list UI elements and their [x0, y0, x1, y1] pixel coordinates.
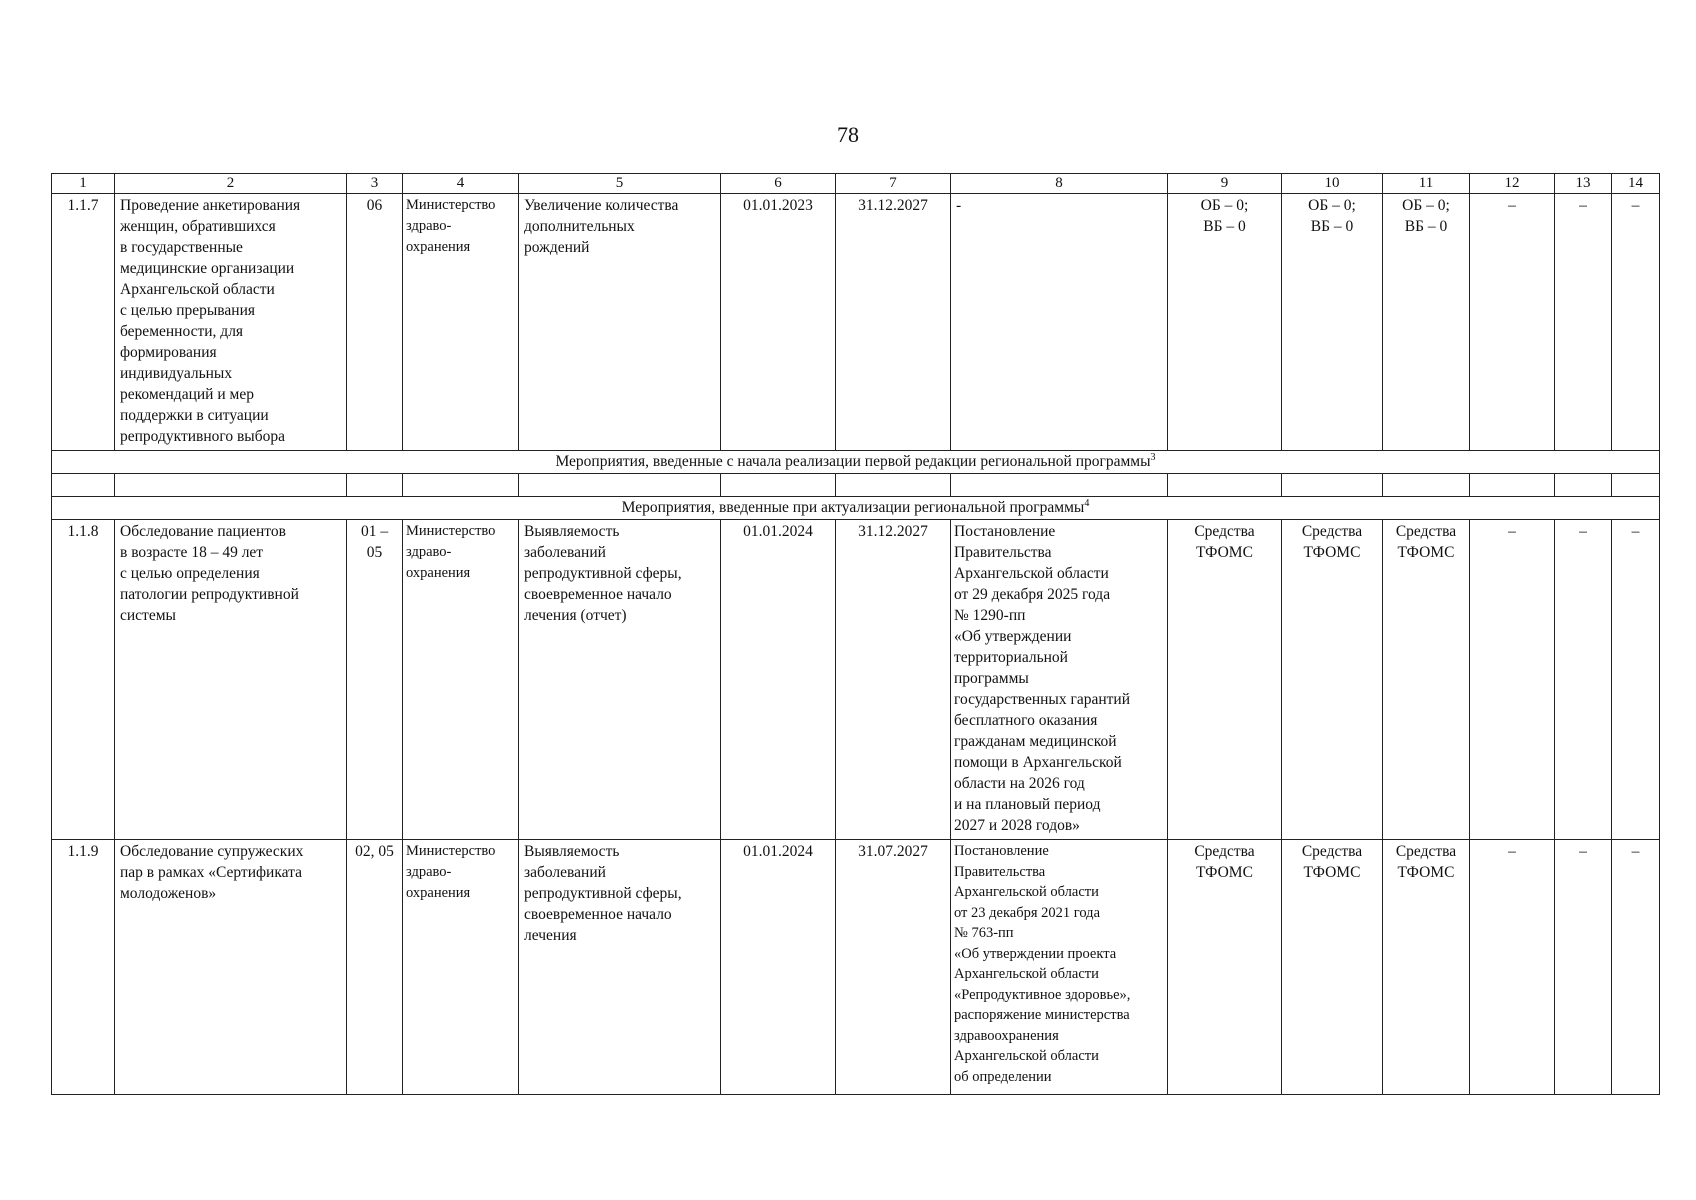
empty-cell [1168, 474, 1282, 497]
item-col-10: ОБ – 0; ВБ – 0 [1282, 194, 1383, 451]
item-col-14: – [1612, 840, 1660, 1095]
empty-cell [52, 474, 115, 497]
table-row [52, 840, 1660, 1095]
col-header: 7 [836, 174, 951, 194]
item-number: 1.1.8 [52, 520, 115, 840]
item-col-13: – [1555, 840, 1612, 1095]
footnote-mark: 4 [1084, 497, 1090, 509]
section-row [52, 497, 1660, 520]
item-basis: Постановление Правительства Архангельской области от 29 декабря 2025 года № 1290-пп «Об утверждении территориальной программы государственных гарантий бесплатного оказания гражданам медицинской помощи в Архангельской области на 2026 год и на плановый период 2027 и 2028 годов» [951, 520, 1168, 840]
item-col-14: – [1612, 194, 1660, 451]
item-col-12: – [1470, 840, 1555, 1095]
item-basis: Постановление Правительства Архангельской области от 23 декабря 2021 года № 763-пп «Об утверждении проекта Архангельской области «Репродуктивное здоровье», распоряжение министерства здравоохранения Архангельской области об определении [951, 840, 1168, 1095]
item-col-9: ОБ – 0; ВБ – 0 [1168, 194, 1282, 451]
empty-cell [347, 474, 403, 497]
item-number: 1.1.7 [52, 194, 115, 451]
item-executor: Министерство здраво- охранения [403, 194, 519, 451]
item-col-11: Средства ТФОМС [1383, 520, 1470, 840]
item-name: Проведение анкетирования женщин, обратившихся в государственные медицинские организации Архангельской области с целью прерывания беременности, для формирования индивидуальных рекомендаций и мер поддержки в ситуации репродуктивного выбора [115, 194, 347, 451]
item-col-11: ОБ – 0; ВБ – 0 [1383, 194, 1470, 451]
item-col-9: Средства ТФОМС [1168, 520, 1282, 840]
item-col-10: Средства ТФОМС [1282, 840, 1383, 1095]
item-number: 1.1.9 [52, 840, 115, 1095]
col-header: 5 [519, 174, 721, 194]
empty-cell [1383, 474, 1470, 497]
header-row [52, 174, 1660, 194]
footnote-mark: 3 [1150, 451, 1156, 463]
section-title: Мероприятия, введенные при актуализации региональной программы [621, 499, 1085, 516]
item-executor: Министерство здраво- охранения [403, 840, 519, 1095]
item-end-date: 31.12.2027 [836, 194, 951, 451]
col-header: 9 [1168, 174, 1282, 194]
col-header: 4 [403, 174, 519, 194]
item-code: 01 – 05 [347, 520, 403, 840]
empty-cell [836, 474, 951, 497]
item-end-date: 31.07.2027 [836, 840, 951, 1095]
measures-table [51, 173, 1660, 1095]
table-row [52, 194, 1660, 451]
section-heading [52, 451, 1660, 474]
section-row [52, 451, 1660, 474]
item-col-11: Средства ТФОМС [1383, 840, 1470, 1095]
col-header: 3 [347, 174, 403, 194]
item-col-12: – [1470, 194, 1555, 451]
empty-cell [721, 474, 836, 497]
col-header: 8 [951, 174, 1168, 194]
col-header: 13 [1555, 174, 1612, 194]
item-end-date: 31.12.2027 [836, 520, 951, 840]
empty-cell [951, 474, 1168, 497]
section-title: Мероприятия, введенные с начала реализации первой редакции региональной программы [555, 453, 1151, 470]
col-header: 11 [1383, 174, 1470, 194]
empty-row [52, 474, 1660, 497]
item-code: 06 [347, 194, 403, 451]
item-code: 02, 05 [347, 840, 403, 1095]
empty-cell [1470, 474, 1555, 497]
table-row [52, 520, 1660, 840]
section-heading [52, 497, 1660, 520]
empty-cell [1555, 474, 1612, 497]
item-col-12: – [1470, 520, 1555, 840]
item-col-14: – [1612, 520, 1660, 840]
col-header: 14 [1612, 174, 1660, 194]
empty-cell [519, 474, 721, 497]
item-col-13: – [1555, 194, 1612, 451]
col-header: 10 [1282, 174, 1383, 194]
col-header: 6 [721, 174, 836, 194]
item-result: Выявляемость заболеваний репродуктивной сферы, своевременное начало лечения (отчет) [519, 520, 721, 840]
item-executor: Министерство здраво- охранения [403, 520, 519, 840]
empty-cell [403, 474, 519, 497]
item-col-13: – [1555, 520, 1612, 840]
item-col-9: Средства ТФОМС [1168, 840, 1282, 1095]
col-header: 1 [52, 174, 115, 194]
item-name: Обследование супружеских пар в рамках «Сертификата молодоженов» [115, 840, 347, 1095]
empty-cell [115, 474, 347, 497]
page-number: 78 [837, 122, 859, 147]
item-start-date: 01.01.2024 [721, 520, 836, 840]
item-start-date: 01.01.2024 [721, 840, 836, 1095]
empty-cell [1282, 474, 1383, 497]
item-col-10: Средства ТФОМС [1282, 520, 1383, 840]
empty-cell [1612, 474, 1660, 497]
col-header: 12 [1470, 174, 1555, 194]
item-start-date: 01.01.2023 [721, 194, 836, 451]
item-name: Обследование пациентов в возрасте 18 – 49 лет с целью определения патологии репродуктивной системы [115, 520, 347, 840]
item-result: Выявляемость заболеваний репродуктивной сферы, своевременное начало лечения [519, 840, 721, 1095]
item-basis: - [951, 194, 1168, 451]
col-header: 2 [115, 174, 347, 194]
item-result: Увеличение количества дополнительных рождений [519, 194, 721, 451]
